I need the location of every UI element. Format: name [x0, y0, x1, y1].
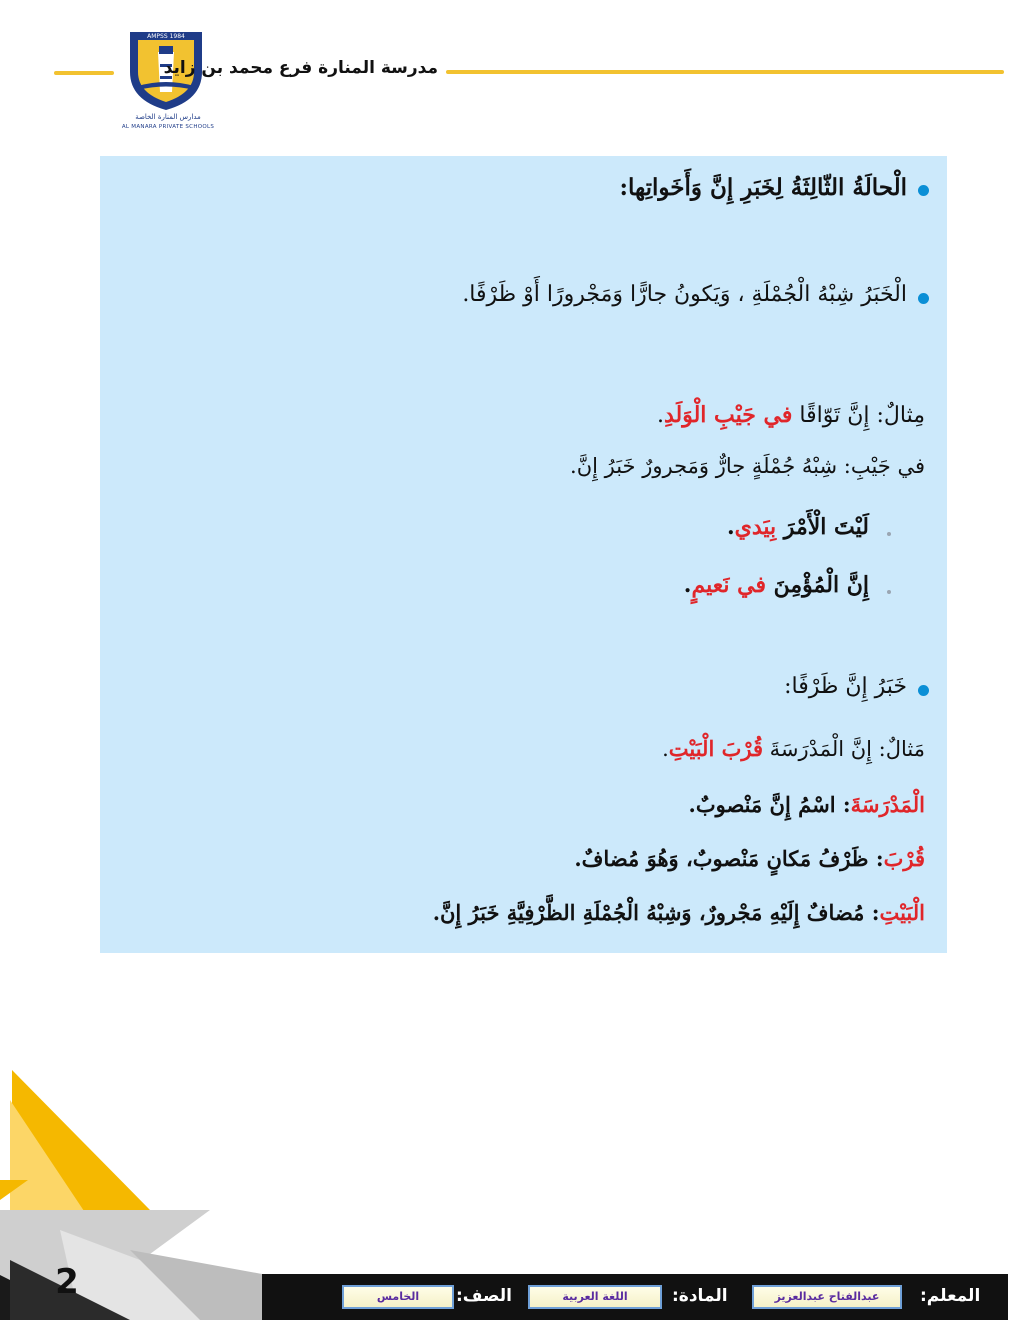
parsing-1-word: الْمَدْرَسَةَ	[850, 792, 925, 817]
page-number: 2	[55, 1262, 79, 1302]
bullet-icon	[918, 293, 929, 304]
sub-example-1-suffix: .	[726, 514, 735, 540]
parsing-3-word: الْبَيْتِ	[879, 900, 925, 925]
example-2-suffix: .	[662, 737, 669, 761]
parsing-1-text: : اسْمُ إِنَّ مَنْصوبٌ.	[688, 792, 851, 817]
sub-example-1	[727, 514, 869, 540]
class-label: الصف:	[456, 1286, 513, 1306]
sub-bullet-icon	[887, 590, 891, 594]
rule-text: الْخَبَرُ شِبْهُ الْجُمْلَةِ ، وَيَكونُ جارًّا وَمَجْرورًا أَوْ ظَرْفًا.	[462, 282, 907, 307]
parsing-line-3	[433, 900, 925, 925]
sub-bullet-icon	[887, 532, 891, 536]
lesson-heading: الْحالَةُ الثّالِثَةُ لِخَبَرِ إِنَّ وَأَخَواتِها:	[619, 174, 907, 201]
example-2	[662, 736, 925, 761]
analysis-1: في جَيْبِ: شِبْهُ جُمْلَةٍ جارٌّ وَمَجرورٌ خَبَرُ إِنَّ.	[570, 454, 925, 478]
example-1	[657, 402, 925, 428]
example-2-prefix: مَثالٌ: إِنَّ الْمَدْرَسَةَ	[763, 737, 925, 761]
parsing-line-2	[574, 846, 925, 871]
sub-example-2-suffix: .	[683, 572, 692, 598]
example-2-highlight: قُرْبَ الْبَيْتِ	[668, 736, 763, 761]
class-field[interactable]: الخامس	[342, 1285, 454, 1309]
parsing-3-text: : مُضافٌ إِلَيْهِ مَجْرورٌ، وَشِبْهُ الْجُمْلَةِ الظَّرْفِيَّةِ خَبَرُ إِنَّ.	[432, 900, 880, 925]
header-rule-right	[446, 70, 1004, 74]
sub-example-2-highlight: في نَعيمٍ	[691, 572, 766, 598]
header-rule-left	[54, 71, 114, 75]
example-1-suffix: .	[656, 403, 664, 428]
logo-caption-arabic: مدارس المنارة الخاصة	[135, 113, 201, 121]
parsing-line-1	[689, 792, 925, 817]
example-1-prefix: مِثالٌ: إِنَّ تَوّاقًا	[792, 403, 925, 428]
example-1-highlight: في جَيْبِ الْوَلَدِ	[663, 402, 793, 428]
school-name: مدرسة المنارة فرع محمد بن زايد	[163, 58, 438, 78]
lesson-content-box	[100, 156, 947, 953]
sub-example-1-prefix: لَيْتَ الْأَمْرَ	[776, 514, 869, 540]
subject-field[interactable]: اللغة العربية	[528, 1285, 662, 1309]
teacher-field[interactable]: عبدالفتاح عبدالعزيز	[752, 1285, 902, 1309]
parsing-2-word: قُرْبَ	[883, 846, 925, 871]
bullet-icon	[918, 685, 929, 696]
parsing-2-text: : ظَرْفُ مَكانٍ مَنْصوبٌ، وَهُوَ مُضافٌ.	[574, 846, 884, 871]
teacher-label: المعلم:	[920, 1286, 981, 1306]
logo-text: AMPSS 1984	[147, 33, 185, 40]
heading-2: خَبَرُ إِنَّ ظَرْفًا:	[784, 674, 907, 699]
bullet-icon	[918, 185, 929, 196]
logo-caption-english: AL MANARA PRIVATE SCHOOLS	[121, 124, 215, 130]
sub-example-1-highlight: بِيَدي	[734, 514, 777, 540]
subject-label: المادة:	[672, 1286, 728, 1306]
sub-example-2	[684, 572, 869, 598]
sub-example-2-prefix: إِنَّ الْمُؤْمِنَ	[765, 572, 869, 598]
